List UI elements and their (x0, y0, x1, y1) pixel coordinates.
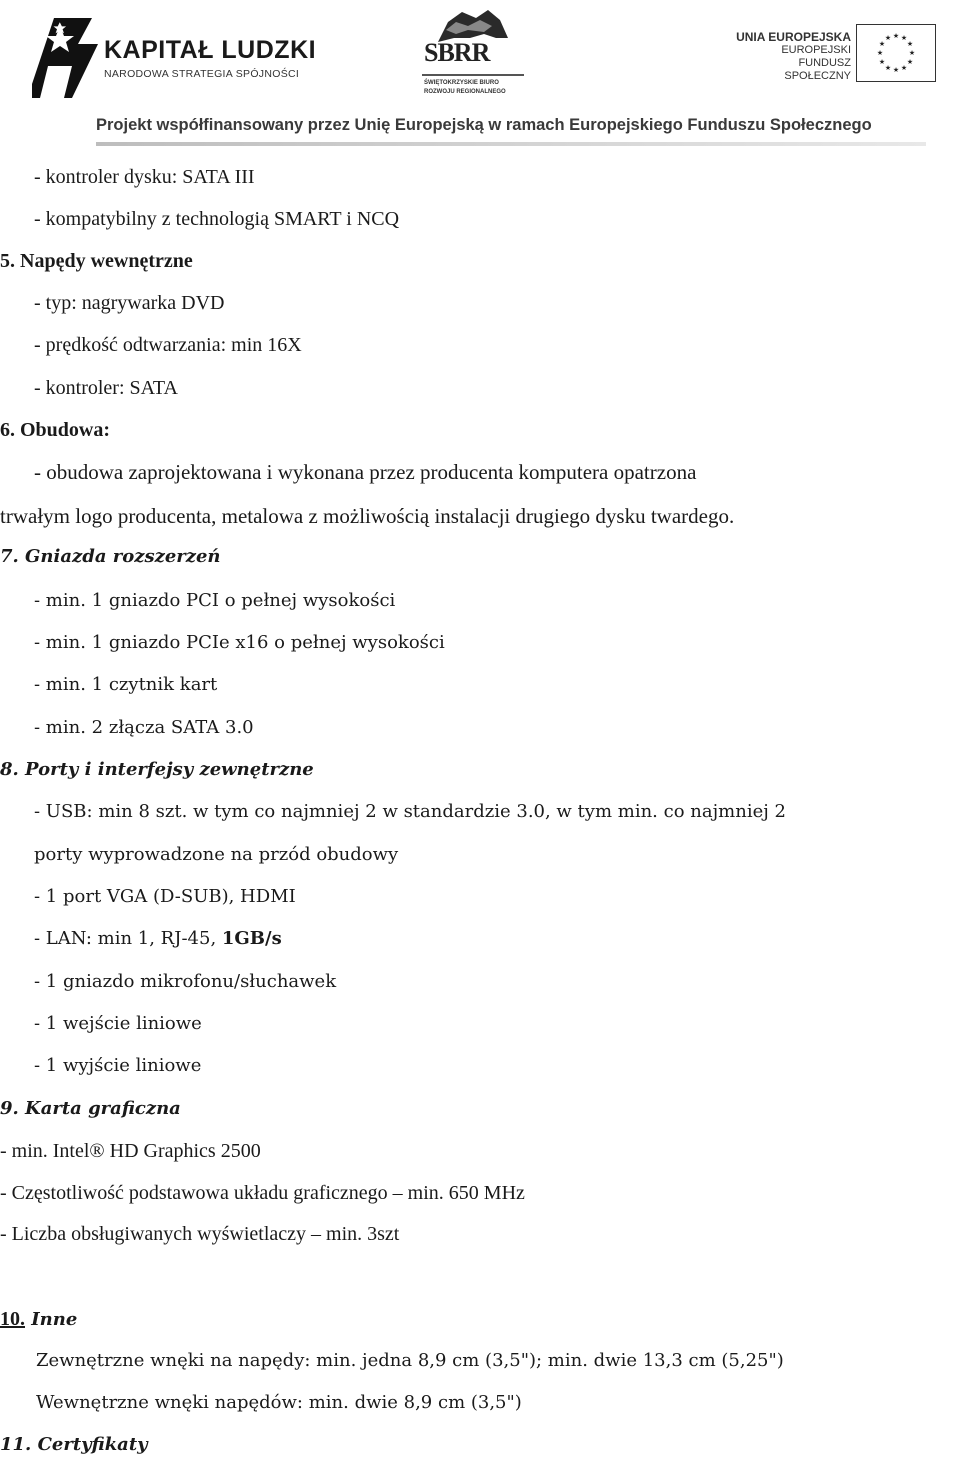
spec-line: - 1 port VGA (D-SUB), HDMI (34, 886, 296, 907)
spec-line: - min. 2 złącza SATA 3.0 (34, 717, 254, 738)
spec-line: - prędkość odtwarzania: min 16X (34, 334, 302, 356)
sbrr-wordmark: SBRR (424, 38, 490, 67)
svg-text:★: ★ (906, 58, 914, 66)
svg-text:★: ★ (908, 49, 916, 57)
project-cofinancing-banner: Projekt współfinansowany przez Unię Europejską w ramach Europejskiego Funduszu Społecznego (96, 116, 872, 134)
eu-line1: UNIA EUROPEJSKA (736, 30, 851, 44)
spec-line: - 1 wejście liniowe (34, 1013, 202, 1034)
svg-text:★: ★ (906, 40, 914, 48)
spec-line: - kontroler: SATA (34, 377, 178, 399)
svg-text:★: ★ (878, 40, 886, 48)
spec-text: - LAN: min 1, RJ-45, (34, 928, 222, 949)
svg-text:★: ★ (876, 49, 884, 57)
sbrr-subtitle-line1: ŚWIĘTOKRZYSKIE BIURO (424, 80, 499, 86)
section-heading (0, 1307, 77, 1332)
section-number: 10. (0, 1308, 25, 1330)
spec-line: porty wyprowadzone na przód obudowy (34, 844, 399, 865)
svg-text:★: ★ (884, 64, 892, 72)
spec-line: - kompatybilny z technologią SMART i NCQ (34, 208, 400, 230)
spec-line: - min. 1 gniazdo PCIe x16 o pełnej wysokości (34, 632, 445, 653)
spec-line: - obudowa zaprojektowana i wykonana przez producenta komputera opatrzona (34, 460, 697, 484)
section-heading: 8. Porty i interfejsy zewnętrzne (0, 759, 314, 780)
eu-logo-text (735, 30, 851, 83)
section-heading: 11. Certyfikaty (0, 1434, 148, 1455)
spec-line: trwałym logo producenta, metalowa z możliwością instalacji drugiego dysku twardego. (0, 504, 735, 528)
spec-line: Wewnętrzne wnęki napędów: min. dwie 8,9 cm (3,5") (36, 1392, 522, 1413)
svg-text:★: ★ (900, 64, 908, 72)
svg-text:★: ★ (892, 66, 900, 74)
svg-text:★: ★ (900, 34, 908, 42)
spec-line (34, 927, 282, 951)
kapital-ludzki-subtitle: NARODOWA STRATEGIA SPÓJNOŚCI (104, 68, 300, 80)
kapital-ludzki-title: KAPITAŁ LUDZKI (104, 36, 317, 64)
section-heading: 7. Gniazda rozszerzeń (0, 546, 221, 567)
spec-line: Zewnętrzne wnęki na napędy: min. jedna 8,9 cm (3,5"); min. dwie 13,3 cm (5,25") (36, 1350, 784, 1371)
section-heading: 5. Napędy wewnętrzne (0, 250, 193, 272)
spec-line: - Liczba obsługiwanych wyświetlaczy – min. 3szt (0, 1223, 400, 1245)
section-heading: 9. Karta graficzna (0, 1098, 181, 1119)
section-title: Inne (25, 1309, 78, 1330)
eu-line2: EUROPEJSKI (781, 44, 851, 56)
spec-line: - Częstotliwość podstawowa układu graficznego – min. 650 MHz (0, 1182, 525, 1204)
spec-line: - min. Intel® HD Graphics 2500 (0, 1140, 261, 1162)
spec-line: - 1 gniazdo mikrofonu/słuchawek (34, 971, 337, 992)
svg-text:★: ★ (878, 58, 886, 66)
spec-line: - typ: nagrywarka DVD (34, 292, 225, 314)
eu-flag-icon (856, 24, 936, 82)
svg-text:★: ★ (884, 34, 892, 42)
page-header (0, 0, 960, 150)
eu-line3: FUNDUSZ SPOŁECZNY (784, 57, 851, 82)
spec-line: - kontroler dysku: SATA III (34, 166, 255, 188)
section-heading: 6. Obudowa: (0, 419, 111, 441)
spec-line: - 1 wyjście liniowe (34, 1055, 202, 1076)
spec-line: - min. 1 czytnik kart (34, 674, 218, 695)
spec-line: - min. 1 gniazdo PCI o pełnej wysokości (34, 590, 396, 611)
lan-speed-bold: 1GB/s (221, 928, 282, 949)
header-divider (96, 142, 926, 146)
sbrr-subtitle-line2: ROZWOJU REGIONALNEGO (424, 89, 506, 95)
spec-line: - USB: min 8 szt. w tym co najmniej 2 w standardzie 3.0, w tym min. co najmniej 2 (34, 801, 786, 822)
svg-text:★: ★ (892, 32, 900, 40)
